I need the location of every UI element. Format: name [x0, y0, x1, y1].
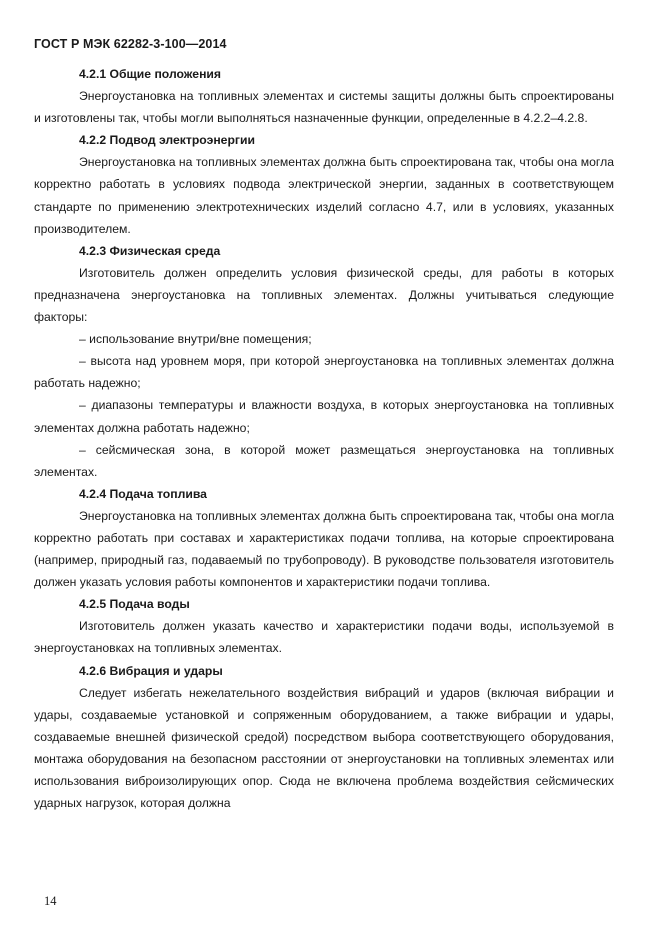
- paragraph: Энергоустановка на топливных элементах должна быть спроектирована так, чтобы она могла корректно работать в условиях подвода электрической энергии, заданных в соответствующем стандарте по применению электротехнических изделий согласно 4.7, или в условиях, указанных производителем.: [34, 155, 614, 236]
- list-item: – диапазоны температуры и влажности воздуха, в которых энергоустановка на топливных элементах должна работать надежно;: [34, 398, 614, 435]
- list-item: – использование внутри/вне помещения;: [79, 332, 312, 347]
- list-item: – высота над уровнем моря, при которой энергоустановка на топливных элементах должна работать надежно;: [34, 354, 614, 391]
- section-heading-4-2-2: 4.2.2 Подвод электроэнергии: [79, 133, 255, 148]
- paragraph: Энергоустановка на топливных элементах должна быть спроектирована так, чтобы она могла корректно работать при составах и характеристиках подачи топлива, на которые спроектирована (например, природный газ, подаваемый по трубопроводу). В руководстве пользователя изготовитель должен указать условия работы компонентов и характеристики подачи топлива.: [34, 508, 614, 590]
- paragraph: Изготовитель должен указать качество и характеристики подачи воды, используемой в энергоустановках на топливных элементах.: [34, 619, 614, 656]
- standard-title: ГОСТ Р МЭК 62282-3-100—2014: [34, 37, 227, 51]
- paragraph: Энергоустановка на топливных элементах и системы защиты должны быть спроектированы и изготовлены так, чтобы могли выполняться назначенные функции, определенные в 4.2.2–4.2.8.: [34, 89, 614, 126]
- section-heading-4-2-3: 4.2.3 Физическая среда: [79, 243, 221, 258]
- list-item: – сейсмическая зона, в которой может размещаться энергоустановка на топливных элементах.: [34, 442, 614, 479]
- section-heading-4-2-5: 4.2.5 Подача воды: [79, 597, 190, 612]
- page-number: 14: [44, 894, 57, 908]
- paragraph: Изготовитель должен определить условия физической среды, для работы в которых предназначена энергоустановка на топливных элементах. Должны учитываться следующие факторы:: [34, 265, 614, 325]
- section-heading-4-2-1: 4.2.1 Общие положения: [79, 67, 222, 81]
- section-heading-4-2-4: 4.2.4 Подача топлива: [79, 486, 207, 501]
- paragraph: Следует избегать нежелательного воздействия вибраций и ударов (включая вибрации и удары, создаваемые установкой и сопряженным оборудованием, а также вибрации и удары, создаваемые внешней физической средой) посредством выбора соответствующего оборудования, монтажа оборудования на безопасном расстоянии от энергоустановки на топливных элементах или использования виброизолирующих опор. Сюда не включена проблема воздействия сейсмических ударных нагрузок, которая должна: [34, 685, 614, 811]
- section-heading-4-2-6: 4.2.6 Вибрация и удары: [79, 663, 223, 678]
- document-body: [34, 63, 614, 814]
